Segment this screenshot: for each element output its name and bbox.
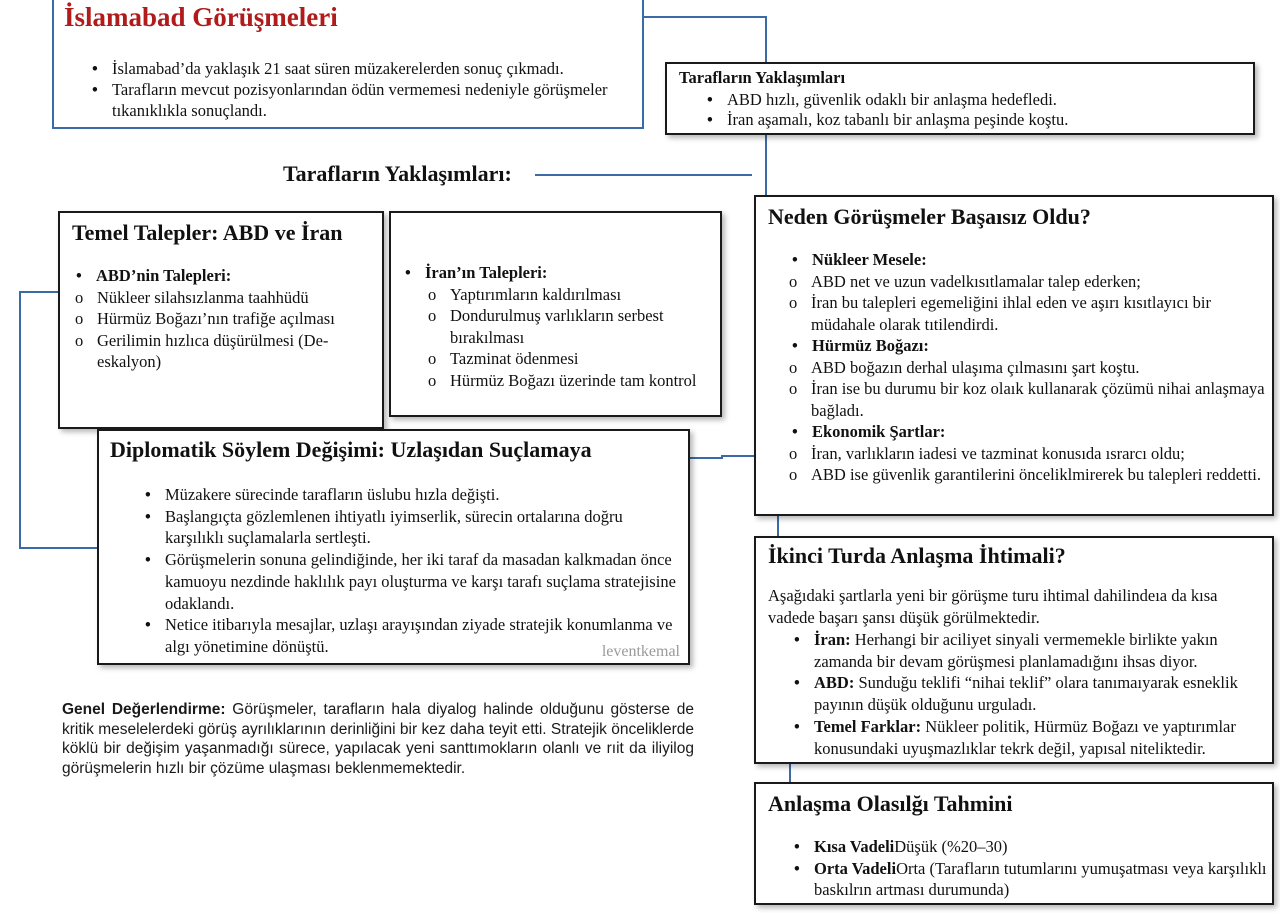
- demands-box: [58, 211, 384, 429]
- iran-demands-box: [389, 211, 722, 417]
- list-item: • İslamabad’da yaklaşık 21 saat süren müzakerelerden sonuç çıkmadı.: [86, 58, 631, 79]
- list-item: • Başlangıçta gözlemlenen ihtiyatlı iyimserlik, sürecin ortalarına doğru karşılıklı suçlamalarla sertleşti.: [139, 506, 677, 549]
- demands-title: Temel Talepler: ABD ve İran: [72, 220, 343, 245]
- list-item: o Hürmüz Boğazı üzerinde tam kontrol: [425, 370, 715, 392]
- list-item: o İran, varlıkların iadesi ve tazminat konusıda ısrarcı oldu;: [786, 443, 1266, 465]
- general-label: Genel Değerlendirme:: [62, 701, 226, 718]
- why-section-nuclear: [786, 249, 1266, 271]
- list-item: • İran aşamalı, koz tabanlı bir anlaşma peşinde koştu.: [701, 110, 1241, 130]
- second-round-intro: Aşağıdaki şartlarla yeni bir görüşme turu ihtimal dahilindeıa da kısa vadede başarı şansı düşük görülmektedir.: [768, 586, 1218, 627]
- discourse-title: Diplomatik Söylem Değişimi: Uzlaşıdan Suçlamaya: [110, 437, 592, 462]
- item-text: Nükleer politik, Hürmüz Boğazı ve yaptırımlar konusundaki uyuşmazlıklar tekrk değil, yapısal niteliktedir.: [814, 716, 1236, 758]
- list-item: • Tarafların mevcut pozisyonlarından ödün vermemesi nedeniyle görüşmeler tıkanıklıkla sonuçlandı.: [86, 79, 631, 121]
- second-round-bullets: [788, 629, 1270, 759]
- approach-heading: Tarafların Yaklaşımları:: [283, 161, 512, 186]
- item-label: Temel Farklar:: [814, 716, 922, 736]
- item-text: Herhangi bir aciliyet sinyali vermemekle birlikte yakın zamanda bir devam görüşmesi planlamadığını ihsas diyor.: [814, 630, 1218, 671]
- approach-box: [665, 62, 1255, 135]
- list-item: [788, 629, 1270, 672]
- usa-demands-label: ABD’nin Talepleri:: [96, 266, 232, 285]
- item-text: Düşük (%20–30): [894, 837, 1008, 856]
- discourse-bullets: [139, 484, 677, 658]
- list-item: [786, 421, 1266, 443]
- list-item: o Hürmüz Boğazı’nın trafiğe açılması: [72, 308, 375, 330]
- list-item: o İran bu talepleri egemeliğini ihlal eden ve aşırı kısıtlayıcı bir müdahale olarak tıtilendirdi.: [786, 292, 1266, 335]
- list-item: • Netice itibarıyla mesajlar, uzlaşı arayışından ziyade stratejik konumlanma ve algı yönetimine dönüştü.: [139, 614, 677, 657]
- item-label: İran:: [814, 630, 851, 649]
- nuclear-items: [786, 271, 1266, 336]
- hormuz-items: [786, 357, 1266, 422]
- approach-box-title: Tarafların Yaklaşımları: [679, 68, 846, 87]
- iran-demands-label: İran’ın Talepleri:: [425, 263, 548, 282]
- iran-demands-list: [425, 284, 715, 392]
- item-label: Kısa Vadeli: [814, 837, 895, 856]
- list-item: o ABD ise güvenlik garantilerini önceliklmirerek bu talepleri reddetti.: [786, 464, 1266, 486]
- item-label: Orta Vadeli: [814, 858, 897, 878]
- list-item: [70, 265, 375, 287]
- usa-demands-list: [72, 287, 375, 373]
- economic-items: [786, 443, 1266, 486]
- why-section-hormuz: [786, 335, 1266, 357]
- list-item: o İran ise bu durumu bir koz olaık kullanarak çözümü nihai anlaşmaya bağladı.: [786, 378, 1266, 421]
- list-item: o Tazminat ödenmesi: [425, 348, 715, 370]
- discourse-box: [97, 429, 690, 665]
- estimate-title: Anlaşma Olasılğı Tahmini: [768, 791, 1013, 816]
- section-label: Ekonomik Şartlar:: [812, 422, 946, 441]
- section-label: Hürmüz Boğazı:: [812, 336, 929, 355]
- watermark: leventkemal: [601, 643, 680, 660]
- why-failed-box: [754, 195, 1274, 516]
- item-text: Orta (Tarafların tutumlarını yumuşatması veya karşılıklı baskılrın artması durumunda): [814, 858, 1267, 900]
- list-item: [788, 672, 1270, 715]
- list-item: [788, 836, 1270, 858]
- item-label: ABD:: [814, 673, 855, 693]
- islamabad-bullets: [86, 58, 631, 121]
- item-text: Sunduğu teklifi “nihai teklif” olara tanımaıyarak esneklik payının düşük olduğunu urguladı.: [814, 673, 1238, 715]
- section-label: Nükleer Mesele:: [812, 250, 927, 269]
- usa-demands: [70, 265, 375, 287]
- general-assessment: [62, 700, 694, 778]
- list-item: • Görüşmelerin sonuna gelindiğinde, her iki taraf da masadan kalkmadan önce kamuoyu nezdinde haklılık payı oluşturma ve karşı tarafı suçlama stratejisine odaklandı.: [139, 549, 677, 614]
- approach-bullets: [701, 90, 1241, 130]
- list-item: o Nükleer silahsızlanma taahhüdü: [72, 287, 375, 309]
- list-item: o Gerilimin hızlıca düşürülmesi (De-eskalyon): [72, 330, 375, 373]
- list-item: o Yaptırımların kaldırılması: [425, 284, 715, 306]
- estimate-bullets: [788, 836, 1270, 901]
- iran-demands: [399, 262, 715, 284]
- connector-discourse-to-why: [690, 456, 754, 458]
- islamabad-box: [52, 0, 644, 129]
- list-item: [786, 249, 1266, 271]
- second-round-title: İkinci Turda Anlaşma İhtimali?: [768, 543, 1066, 568]
- estimate-box: [754, 782, 1274, 905]
- list-item: [788, 858, 1270, 901]
- list-item: [788, 716, 1270, 759]
- list-item: o ABD net ve uzun vadelkısıtlamalar talep ederken;: [786, 271, 1266, 293]
- list-item: [399, 262, 715, 284]
- islamabad-title: İslamabad Görüşmeleri: [64, 2, 338, 32]
- why-section-economic: [786, 421, 1266, 443]
- list-item: o ABD boğazın derhal ulaşıma çılmasını şart koştu.: [786, 357, 1266, 379]
- general-text: Görüşmeler, tarafların hala diyalog halinde olduğunu gösterse de kritik meselelerdeki görüş ayrılıklarının derinliğini bir kez daha teyit etti. Stratejik önceliklerde köklü bir değişim yaşanmadığı sürece, yapılacak yeni santtımokların olanlı ve rıit da iliyilog görüşmelerin hızlı bir çözüme ulaşması beklenmemektedir.: [62, 701, 694, 777]
- second-round-box: [754, 536, 1274, 764]
- why-failed-title: Neden Görüşmeler Başaısız Oldu?: [768, 204, 1091, 229]
- list-item: • Müzakere sürecinde tarafların üslubu hızla değişti.: [139, 484, 677, 506]
- list-item: o Dondurulmuş varlıkların serbest bırakılması: [425, 305, 715, 348]
- list-item: • ABD hızlı, güvenlik odaklı bir anlaşma hedefledi.: [701, 90, 1241, 110]
- list-item: [786, 335, 1266, 357]
